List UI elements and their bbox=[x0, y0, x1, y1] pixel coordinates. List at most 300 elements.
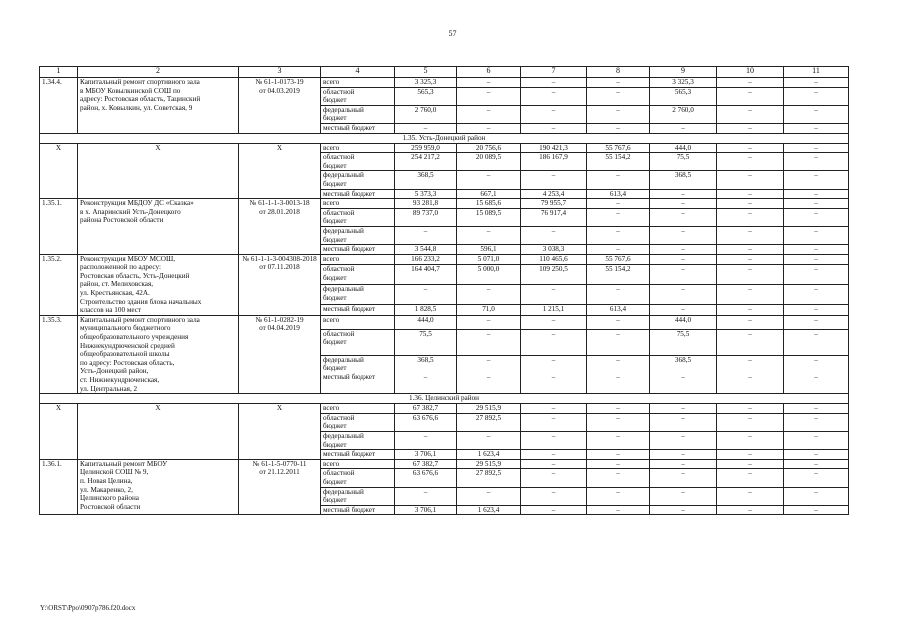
funding-source bbox=[321, 226, 395, 244]
value-cell bbox=[784, 171, 849, 189]
value: – bbox=[681, 413, 685, 422]
value-cell bbox=[457, 78, 521, 88]
funding-source-line: местный бюджет bbox=[323, 505, 376, 514]
funding-source bbox=[321, 505, 395, 515]
item-document bbox=[239, 404, 321, 460]
value: – bbox=[748, 355, 752, 364]
value-cell bbox=[395, 87, 457, 105]
value: 166 233,2 bbox=[411, 254, 440, 263]
item-document bbox=[239, 459, 321, 515]
value-cell bbox=[587, 226, 650, 244]
value-cell bbox=[521, 487, 587, 505]
funding-source-line: бюджет bbox=[323, 114, 347, 123]
value: 55 767,6 bbox=[605, 143, 631, 152]
item-name bbox=[78, 199, 239, 255]
value-cell bbox=[395, 305, 457, 316]
value: 63 676,6 bbox=[412, 469, 439, 478]
value-cell bbox=[395, 189, 457, 199]
value: – bbox=[748, 505, 752, 514]
value: 3 706,1 bbox=[414, 450, 437, 459]
value-cell bbox=[457, 226, 521, 244]
value: – bbox=[814, 245, 818, 254]
value: 368,5 bbox=[417, 171, 434, 180]
value-cell bbox=[395, 105, 457, 123]
value: – bbox=[616, 123, 620, 132]
value: – bbox=[486, 487, 491, 496]
value: 4 253,4 bbox=[542, 189, 565, 198]
item-name-line: ул. Макаренко, 2, bbox=[80, 485, 133, 494]
value: 79 955,7 bbox=[540, 199, 567, 208]
value: 667,1 bbox=[480, 189, 497, 198]
value: – bbox=[423, 372, 428, 381]
section-title: 1.35. Усть-Донецкий район bbox=[40, 133, 849, 143]
value: 259 959,0 bbox=[411, 143, 440, 152]
header-cell: 6 bbox=[457, 67, 521, 78]
table-row bbox=[40, 143, 849, 153]
value: – bbox=[551, 87, 556, 96]
value: – bbox=[486, 355, 491, 364]
header-row bbox=[40, 67, 849, 78]
funding-source-line: местный бюджет bbox=[323, 123, 376, 132]
funding-source-line: бюджет bbox=[323, 496, 347, 505]
value-cell bbox=[717, 171, 784, 189]
value: – bbox=[814, 105, 818, 114]
value-cell bbox=[784, 143, 849, 153]
section-row bbox=[40, 133, 849, 143]
item-name-line: Ростовской области bbox=[80, 502, 141, 511]
value: – bbox=[551, 404, 556, 413]
value: – bbox=[616, 315, 620, 324]
value: – bbox=[551, 469, 556, 478]
value: – bbox=[748, 245, 752, 254]
funding-source-line: федеральный bbox=[323, 355, 364, 364]
document-line: от 28.01.2018 bbox=[259, 207, 300, 216]
value-cell bbox=[784, 199, 849, 209]
value-cell bbox=[650, 355, 717, 393]
value-cell bbox=[587, 245, 650, 255]
value-cell bbox=[395, 450, 457, 460]
table-row bbox=[40, 459, 849, 469]
value-cell bbox=[521, 265, 587, 285]
value: 89 737,0 bbox=[412, 208, 439, 217]
page-number: 57 bbox=[448, 29, 457, 38]
value-cell bbox=[784, 469, 849, 487]
value: – bbox=[681, 404, 685, 413]
value-cell bbox=[521, 87, 587, 105]
document-line: № 61-1-0282-19 bbox=[255, 315, 304, 324]
value: – bbox=[748, 413, 752, 422]
funding-source-line: местный бюджет bbox=[323, 372, 376, 381]
value-cell bbox=[717, 355, 784, 393]
funding-source bbox=[321, 254, 395, 265]
funding-source bbox=[321, 245, 395, 255]
value-cell bbox=[457, 265, 521, 285]
value: – bbox=[748, 226, 752, 235]
document-line: № 61-1-1-3-0013-18 bbox=[249, 199, 310, 208]
value: 5 071,0 bbox=[477, 254, 500, 263]
value-cell bbox=[587, 87, 650, 105]
value-cell bbox=[521, 505, 587, 515]
document-line: № 61-1-0173-19 bbox=[255, 78, 304, 86]
value: 75,5 bbox=[676, 329, 690, 338]
value: – bbox=[551, 329, 556, 338]
value-cell bbox=[395, 208, 457, 226]
value: – bbox=[681, 450, 685, 459]
item-name-line: п. Новая Целина, bbox=[80, 476, 133, 485]
value-cell bbox=[717, 487, 784, 505]
funding-source bbox=[321, 153, 395, 171]
funding-source-line: местный бюджет bbox=[323, 450, 376, 459]
value: – bbox=[814, 431, 818, 440]
value-cell bbox=[395, 254, 457, 265]
funding-source-line: всего bbox=[323, 78, 340, 86]
value: – bbox=[681, 208, 685, 217]
value-cell bbox=[717, 469, 784, 487]
value: – bbox=[486, 315, 491, 324]
value-cell bbox=[395, 78, 457, 88]
value-cell bbox=[717, 404, 784, 414]
value: – bbox=[748, 305, 752, 314]
funding-source bbox=[321, 105, 395, 123]
value-cell bbox=[587, 305, 650, 316]
value: 20 756,6 bbox=[475, 143, 502, 152]
value: – bbox=[748, 431, 752, 440]
item-name-line: Реконструкция МБОУ МСОШ, bbox=[80, 254, 176, 263]
header-cell: 4 bbox=[321, 67, 395, 78]
spacer bbox=[523, 364, 584, 373]
value: 3 325,3 bbox=[672, 78, 694, 86]
value: 15 685,6 bbox=[475, 199, 502, 208]
value: – bbox=[814, 153, 818, 162]
value: 55 154,2 bbox=[605, 153, 631, 162]
value: – bbox=[748, 78, 752, 86]
value-cell bbox=[717, 153, 784, 171]
value-cell bbox=[717, 143, 784, 153]
funding-source bbox=[321, 329, 395, 355]
value-cell bbox=[457, 199, 521, 209]
value-cell bbox=[784, 329, 849, 355]
value: 75,5 bbox=[676, 153, 690, 162]
document-line: № 61-1-5-0770-11 bbox=[252, 459, 307, 468]
item-name-line: Нижнекундрюченской средней bbox=[80, 341, 175, 350]
value-cell bbox=[717, 226, 784, 244]
value: – bbox=[814, 171, 818, 180]
value-cell bbox=[457, 450, 521, 460]
value-cell bbox=[521, 459, 587, 469]
value-cell bbox=[717, 413, 784, 431]
value-cell bbox=[587, 254, 650, 265]
value: – bbox=[423, 487, 428, 496]
value: – bbox=[551, 372, 556, 381]
value: 444,0 bbox=[417, 315, 434, 324]
value-cell bbox=[457, 487, 521, 505]
value: – bbox=[486, 285, 491, 294]
value-cell bbox=[395, 459, 457, 469]
value: – bbox=[748, 189, 752, 198]
value-cell bbox=[521, 469, 587, 487]
funding-source-line: бюджет bbox=[323, 422, 347, 431]
item-name-line: Ростовская область, Усть-Донецкий bbox=[80, 271, 190, 280]
value-cell bbox=[587, 329, 650, 355]
value: – bbox=[748, 329, 752, 338]
value-cell bbox=[784, 153, 849, 171]
value-cell bbox=[457, 413, 521, 431]
value: – bbox=[616, 404, 620, 413]
table-row bbox=[40, 78, 849, 88]
funding-source-line: местный бюджет bbox=[323, 245, 376, 254]
value: – bbox=[814, 87, 818, 96]
value-cell bbox=[521, 315, 587, 329]
value: – bbox=[748, 87, 752, 96]
document-line: № 61-1-1-3-004308-2018 bbox=[242, 254, 317, 263]
value-cell bbox=[521, 450, 587, 460]
value: – bbox=[748, 285, 752, 294]
value-cell bbox=[650, 245, 717, 255]
value: 254 217,2 bbox=[411, 153, 440, 162]
item-name-line: Капитальный ремонт спортивного зала bbox=[80, 78, 200, 86]
value: – bbox=[814, 355, 818, 364]
spacer bbox=[459, 364, 518, 373]
value-cell bbox=[521, 226, 587, 244]
value: 5 373,3 bbox=[414, 189, 437, 198]
funding-source-line: бюджет bbox=[323, 235, 347, 244]
value: – bbox=[748, 105, 752, 114]
value: – bbox=[486, 87, 491, 96]
value: – bbox=[616, 329, 620, 338]
funding-source bbox=[321, 404, 395, 414]
value-cell bbox=[521, 189, 587, 199]
value-cell bbox=[650, 143, 717, 153]
value-cell bbox=[395, 123, 457, 133]
value-cell bbox=[717, 245, 784, 255]
funding-source bbox=[321, 315, 395, 329]
header-cell: 3 bbox=[239, 67, 321, 78]
value-cell bbox=[717, 123, 784, 133]
value-cell bbox=[587, 105, 650, 123]
value-cell bbox=[784, 189, 849, 199]
value: – bbox=[616, 450, 620, 459]
value-cell bbox=[784, 226, 849, 244]
value-cell bbox=[521, 199, 587, 209]
value-cell bbox=[521, 254, 587, 265]
funding-source-line: бюджет bbox=[323, 364, 347, 373]
value-cell bbox=[650, 413, 717, 431]
value: – bbox=[814, 226, 818, 235]
value: – bbox=[486, 226, 491, 235]
value: – bbox=[814, 254, 818, 263]
value-cell bbox=[587, 265, 650, 285]
value-cell bbox=[587, 123, 650, 133]
value: – bbox=[748, 153, 752, 162]
value-cell bbox=[784, 265, 849, 285]
header-cell: 11 bbox=[784, 67, 849, 78]
value: – bbox=[814, 78, 818, 86]
value-cell bbox=[457, 245, 521, 255]
value-cell bbox=[717, 254, 784, 265]
funding-source-line: областной bbox=[323, 469, 355, 478]
value-cell bbox=[457, 189, 521, 199]
value-cell bbox=[395, 487, 457, 505]
value-cell bbox=[395, 505, 457, 515]
value-cell bbox=[587, 487, 650, 505]
item-name-line: Строительство здания блока начальных bbox=[80, 297, 202, 306]
value: 3 325,3 bbox=[414, 78, 437, 86]
funding-source bbox=[321, 78, 395, 88]
funding-source bbox=[321, 459, 395, 469]
item-name-line: район, х. Ковылкин, ул. Советская, 9 bbox=[80, 103, 193, 112]
value-cell bbox=[587, 285, 650, 305]
table-row bbox=[40, 404, 849, 414]
value: – bbox=[616, 78, 620, 86]
value: – bbox=[814, 469, 818, 478]
funding-source-line: бюджет bbox=[323, 440, 347, 449]
value: – bbox=[814, 459, 818, 468]
value: 3 706,1 bbox=[414, 505, 437, 514]
value-cell bbox=[784, 208, 849, 226]
item-name-line: района Ростовской области bbox=[80, 216, 164, 225]
header-cell: 8 bbox=[587, 67, 650, 78]
item-name-line: в МБОУ Ковылкинской СОШ по bbox=[80, 86, 181, 95]
value: – bbox=[748, 171, 752, 180]
header-cell: 10 bbox=[717, 67, 784, 78]
value: 110 465,6 bbox=[539, 254, 568, 263]
item-name-line: ул. Центральная, 2 bbox=[80, 384, 138, 393]
value: – bbox=[681, 505, 685, 514]
funding-source-line: областной bbox=[323, 87, 355, 96]
value-cell bbox=[587, 199, 650, 209]
value-cell bbox=[717, 208, 784, 226]
value: 444,0 bbox=[674, 143, 692, 152]
value-cell bbox=[457, 143, 521, 153]
funding-source-line: местный бюджет bbox=[323, 189, 376, 198]
value-cell bbox=[395, 153, 457, 171]
value: – bbox=[814, 123, 818, 132]
value-cell bbox=[587, 469, 650, 487]
value: 67 382,7 bbox=[412, 459, 439, 468]
funding-source-line: всего bbox=[323, 315, 340, 324]
funding-source bbox=[321, 87, 395, 105]
value-cell bbox=[587, 143, 650, 153]
value-cell bbox=[650, 459, 717, 469]
value: 5 000,0 bbox=[477, 265, 500, 274]
value-cell bbox=[521, 305, 587, 316]
item-name-line: муниципального бюджетного bbox=[80, 324, 171, 333]
value-cell bbox=[521, 285, 587, 305]
funding-source-line: местный бюджет bbox=[323, 305, 376, 314]
item-name-line: Целинской СОШ № 9, bbox=[80, 468, 149, 477]
value-cell bbox=[395, 199, 457, 209]
value: – bbox=[616, 469, 620, 478]
value: – bbox=[748, 372, 752, 381]
value-cell bbox=[650, 153, 717, 171]
item-number: 1.34.4. bbox=[40, 78, 78, 134]
value: – bbox=[486, 171, 491, 180]
funding-source bbox=[321, 450, 395, 460]
table-row bbox=[40, 315, 849, 329]
value: – bbox=[748, 123, 752, 132]
value-cell bbox=[457, 87, 521, 105]
value: – bbox=[814, 285, 818, 294]
value: 29 515,9 bbox=[475, 404, 502, 413]
value-cell bbox=[457, 105, 521, 123]
value-cell bbox=[650, 450, 717, 460]
value-cell bbox=[784, 78, 849, 88]
value-cell bbox=[395, 413, 457, 431]
value-cell bbox=[457, 355, 521, 393]
value: – bbox=[551, 413, 556, 422]
funding-source bbox=[321, 199, 395, 209]
value: 613,4 bbox=[609, 189, 627, 198]
value-cell bbox=[717, 505, 784, 515]
value: – bbox=[486, 431, 491, 440]
value-cell bbox=[587, 189, 650, 199]
value-cell bbox=[650, 505, 717, 515]
item-number: 1.36.1. bbox=[40, 459, 78, 515]
value: – bbox=[748, 450, 752, 459]
value: 565,3 bbox=[417, 87, 434, 96]
value: – bbox=[551, 123, 556, 132]
value-cell bbox=[587, 208, 650, 226]
value-cell bbox=[717, 105, 784, 123]
funding-source-line: бюджет bbox=[323, 217, 347, 226]
value-cell bbox=[587, 505, 650, 515]
value: – bbox=[551, 226, 556, 235]
item-number: Х bbox=[40, 404, 78, 460]
value-cell bbox=[650, 469, 717, 487]
header-cell: 5 bbox=[395, 67, 457, 78]
value: – bbox=[681, 487, 685, 496]
value-cell bbox=[784, 404, 849, 414]
value-cell bbox=[650, 431, 717, 449]
value: – bbox=[616, 459, 620, 468]
value: – bbox=[814, 372, 818, 381]
value-cell bbox=[650, 199, 717, 209]
value-cell bbox=[650, 171, 717, 189]
value-cell bbox=[395, 171, 457, 189]
value-cell bbox=[587, 171, 650, 189]
funding-source-line: федеральный bbox=[323, 431, 364, 440]
item-name-line: общеобразовательной школы bbox=[80, 350, 170, 359]
value-cell bbox=[457, 171, 521, 189]
funding-source bbox=[321, 355, 395, 393]
item-name bbox=[78, 78, 239, 134]
funding-source-line: федеральный bbox=[323, 105, 364, 114]
value: 565,3 bbox=[674, 87, 692, 96]
value: – bbox=[486, 78, 491, 86]
funding-source bbox=[321, 171, 395, 189]
value-cell bbox=[650, 305, 717, 316]
item-name-line: расположенной по адресу: bbox=[80, 263, 161, 272]
value: – bbox=[616, 208, 620, 217]
value-cell bbox=[717, 265, 784, 285]
value: – bbox=[616, 487, 620, 496]
value-cell bbox=[784, 459, 849, 469]
value-cell bbox=[784, 505, 849, 515]
value-cell bbox=[650, 315, 717, 329]
value: – bbox=[616, 285, 620, 294]
value: – bbox=[681, 265, 685, 274]
value: – bbox=[681, 226, 685, 235]
funding-source bbox=[321, 305, 395, 316]
value-cell bbox=[717, 450, 784, 460]
value: – bbox=[814, 143, 818, 152]
value: 20 089,5 bbox=[475, 153, 502, 162]
value-cell bbox=[717, 315, 784, 329]
value-cell bbox=[717, 285, 784, 305]
item-name-line: Х bbox=[155, 404, 161, 413]
item-name-line: классов на 100 мест bbox=[80, 306, 142, 315]
funding-source-line: областной bbox=[323, 153, 355, 162]
